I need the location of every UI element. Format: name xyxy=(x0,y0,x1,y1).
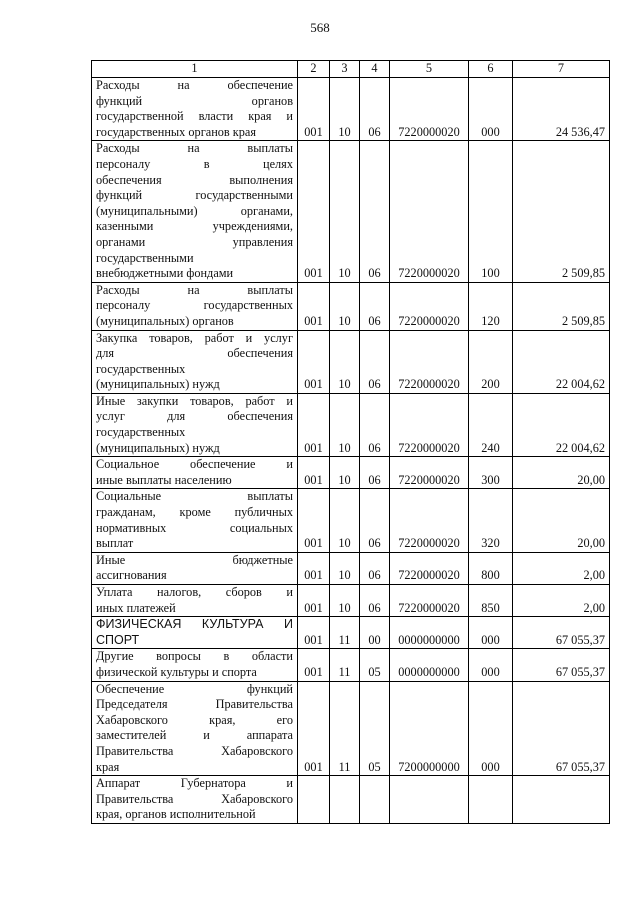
code-subsection-cell: 06 xyxy=(360,585,390,617)
row-name-line: Аппарат Губернатора и xyxy=(96,776,293,791)
row-name xyxy=(92,457,298,489)
table-row xyxy=(92,681,610,776)
column-header: 4 xyxy=(360,61,390,78)
code-admin-cell: 001 xyxy=(298,552,330,584)
row-name-line: Расходы на выплаты xyxy=(96,141,293,156)
table-row xyxy=(92,552,610,584)
code-admin-cell: 001 xyxy=(298,78,330,141)
amount-cell: 22 004,62 xyxy=(513,393,610,456)
code-subsection-cell: 06 xyxy=(360,141,390,282)
amount-cell: 24 536,47 xyxy=(513,78,610,141)
row-name xyxy=(92,282,298,330)
page-number: 568 xyxy=(310,20,330,35)
row-name-line: государственных органов края xyxy=(96,124,257,139)
code-section-cell: 10 xyxy=(330,141,360,282)
code-admin-cell: 001 xyxy=(298,393,330,456)
code-expense-type-cell: 000 xyxy=(469,681,513,776)
table-row xyxy=(92,78,610,141)
row-name xyxy=(92,330,298,393)
row-name-line: Расходы на обеспечение xyxy=(96,78,293,92)
code-subsection-cell: 06 xyxy=(360,457,390,489)
row-name-line: заместителей и аппарата xyxy=(96,728,293,743)
row-name xyxy=(92,78,298,141)
amount-cell xyxy=(513,776,610,824)
code-target-cell: 7220000020 xyxy=(390,552,469,584)
header-row xyxy=(92,61,610,78)
column-header: 2 xyxy=(298,61,330,78)
code-admin-cell: 001 xyxy=(298,282,330,330)
row-name-line: казенными учреждениями, xyxy=(96,219,293,234)
code-subsection-cell: 05 xyxy=(360,681,390,776)
code-subsection-cell: 05 xyxy=(360,649,390,681)
row-name-line: СПОРТ xyxy=(96,632,140,647)
code-target-cell: 7200000000 xyxy=(390,681,469,776)
row-name-line: для обеспечения xyxy=(96,346,293,361)
code-target-cell: 7220000020 xyxy=(390,393,469,456)
row-name-line: физической культуры и спорта xyxy=(96,664,257,679)
row-name-line: края, органов исполнительной xyxy=(96,807,256,822)
row-name xyxy=(92,489,298,552)
code-subsection-cell xyxy=(360,776,390,824)
row-name-line: ФИЗИЧЕСКАЯ КУЛЬТУРА И xyxy=(96,617,293,632)
code-target-cell xyxy=(390,776,469,824)
code-admin-cell: 001 xyxy=(298,489,330,552)
row-name xyxy=(92,552,298,584)
row-name-line: внебюджетными фондами xyxy=(96,266,234,281)
row-name-line: выплат xyxy=(96,536,134,551)
row-name-line: края xyxy=(96,759,120,774)
code-target-cell: 7220000020 xyxy=(390,585,469,617)
code-section-cell: 10 xyxy=(330,585,360,617)
code-expense-type-cell: 240 xyxy=(469,393,513,456)
table-row xyxy=(92,585,610,617)
code-admin-cell: 001 xyxy=(298,649,330,681)
row-name-line: Иные закупки товаров, работ и xyxy=(96,393,293,408)
column-header: 5 xyxy=(390,61,469,78)
row-name xyxy=(92,393,298,456)
row-name-line: государственной власти края и xyxy=(96,109,293,124)
row-name xyxy=(92,585,298,617)
code-expense-type-cell: 100 xyxy=(469,141,513,282)
code-target-cell: 7220000020 xyxy=(390,282,469,330)
code-target-cell: 7220000020 xyxy=(390,489,469,552)
row-name-line: Социальные выплаты xyxy=(96,489,293,504)
amount-cell: 67 055,37 xyxy=(513,649,610,681)
amount-cell: 2 509,85 xyxy=(513,282,610,330)
row-name-line: персоналу государственных xyxy=(96,298,293,313)
table-row xyxy=(92,649,610,681)
code-expense-type-cell: 000 xyxy=(469,649,513,681)
code-section-cell: 11 xyxy=(330,681,360,776)
code-admin-cell: 001 xyxy=(298,141,330,282)
budget-table xyxy=(91,60,610,824)
code-expense-type-cell: 200 xyxy=(469,330,513,393)
code-expense-type-cell: 120 xyxy=(469,282,513,330)
column-header: 1 xyxy=(92,61,298,78)
row-name-line: нормативных социальных xyxy=(96,520,293,535)
row-name-line: функций государственными xyxy=(96,188,293,203)
row-name-line: государственными xyxy=(96,250,194,265)
row-name-line: Хабаровского края, его xyxy=(96,712,293,727)
column-header: 6 xyxy=(469,61,513,78)
row-name-line: иных платежей xyxy=(96,600,176,615)
code-target-cell: 7220000020 xyxy=(390,330,469,393)
row-name-line: Обеспечение функций xyxy=(96,681,293,696)
amount-cell: 2,00 xyxy=(513,585,610,617)
code-section-cell: 10 xyxy=(330,393,360,456)
code-admin-cell: 001 xyxy=(298,585,330,617)
code-section-cell: 10 xyxy=(330,457,360,489)
row-name-line: гражданам, кроме публичных xyxy=(96,505,293,520)
row-name-line: (муниципальных) нужд xyxy=(96,377,220,392)
column-header: 3 xyxy=(330,61,360,78)
code-target-cell: 0000000000 xyxy=(390,617,469,649)
row-name xyxy=(92,649,298,681)
code-admin-cell: 001 xyxy=(298,457,330,489)
table-row xyxy=(92,457,610,489)
code-section-cell: 10 xyxy=(330,489,360,552)
amount-cell: 2 509,85 xyxy=(513,141,610,282)
code-admin-cell: 001 xyxy=(298,681,330,776)
table-row xyxy=(92,330,610,393)
code-admin-cell: 001 xyxy=(298,617,330,649)
row-name-line: Председателя Правительства xyxy=(96,697,293,712)
row-name-line: Правительства Хабаровского xyxy=(96,743,293,758)
code-expense-type-cell: 000 xyxy=(469,617,513,649)
row-name xyxy=(92,141,298,282)
row-name xyxy=(92,776,298,824)
row-name-line: Социальное обеспечение и xyxy=(96,457,293,472)
row-name-line: государственных xyxy=(96,361,186,376)
row-name-line: Уплата налогов, сборов и xyxy=(96,585,293,599)
row-name-line: Закупка товаров, работ и услуг xyxy=(96,330,293,345)
table-row xyxy=(92,776,610,824)
code-target-cell: 0000000000 xyxy=(390,649,469,681)
row-name-line: обеспечения выполнения xyxy=(96,172,293,187)
row-name-line: Иные бюджетные xyxy=(96,552,293,567)
column-header: 7 xyxy=(513,61,610,78)
row-name xyxy=(92,681,298,776)
code-expense-type-cell xyxy=(469,776,513,824)
code-target-cell: 7220000020 xyxy=(390,78,469,141)
code-subsection-cell: 06 xyxy=(360,78,390,141)
table-row xyxy=(92,282,610,330)
row-name-line: (муниципальными) органами, xyxy=(96,203,293,218)
amount-cell: 22 004,62 xyxy=(513,330,610,393)
row-name-line: (муниципальных) нужд xyxy=(96,440,220,455)
code-subsection-cell: 06 xyxy=(360,552,390,584)
row-name-line: органами управления xyxy=(96,234,293,249)
code-expense-type-cell: 850 xyxy=(469,585,513,617)
row-name-line: персоналу в целях xyxy=(96,156,293,171)
row-name-line: функций органов xyxy=(96,93,293,108)
table-row xyxy=(92,617,610,649)
row-name xyxy=(92,617,298,649)
code-section-cell xyxy=(330,776,360,824)
code-subsection-cell: 00 xyxy=(360,617,390,649)
code-expense-type-cell: 000 xyxy=(469,78,513,141)
code-target-cell: 7220000020 xyxy=(390,141,469,282)
code-subsection-cell: 06 xyxy=(360,330,390,393)
code-section-cell: 11 xyxy=(330,649,360,681)
code-expense-type-cell: 320 xyxy=(469,489,513,552)
row-name-line: (муниципальных) органов xyxy=(96,313,234,328)
row-name-line: Правительства Хабаровского xyxy=(96,791,293,806)
table-row xyxy=(92,393,610,456)
code-expense-type-cell: 300 xyxy=(469,457,513,489)
code-subsection-cell: 06 xyxy=(360,393,390,456)
table-row xyxy=(92,489,610,552)
row-name-line: государственных xyxy=(96,425,186,440)
row-name-line: иные выплаты населению xyxy=(96,472,232,487)
code-subsection-cell: 06 xyxy=(360,282,390,330)
row-name-line: услуг для обеспечения xyxy=(96,409,293,424)
amount-cell: 2,00 xyxy=(513,552,610,584)
amount-cell: 67 055,37 xyxy=(513,617,610,649)
row-name-line: ассигнования xyxy=(96,568,167,583)
code-section-cell: 10 xyxy=(330,78,360,141)
code-section-cell: 10 xyxy=(330,552,360,584)
code-section-cell: 10 xyxy=(330,330,360,393)
row-name-line: Другие вопросы в области xyxy=(96,649,293,664)
code-section-cell: 10 xyxy=(330,282,360,330)
amount-cell: 67 055,37 xyxy=(513,681,610,776)
row-name-line: Расходы на выплаты xyxy=(96,282,293,297)
code-target-cell: 7220000020 xyxy=(390,457,469,489)
amount-cell: 20,00 xyxy=(513,489,610,552)
code-expense-type-cell: 800 xyxy=(469,552,513,584)
code-section-cell: 11 xyxy=(330,617,360,649)
code-admin-cell: 001 xyxy=(298,330,330,393)
code-subsection-cell: 06 xyxy=(360,489,390,552)
code-admin-cell xyxy=(298,776,330,824)
table-row xyxy=(92,141,610,282)
amount-cell: 20,00 xyxy=(513,457,610,489)
